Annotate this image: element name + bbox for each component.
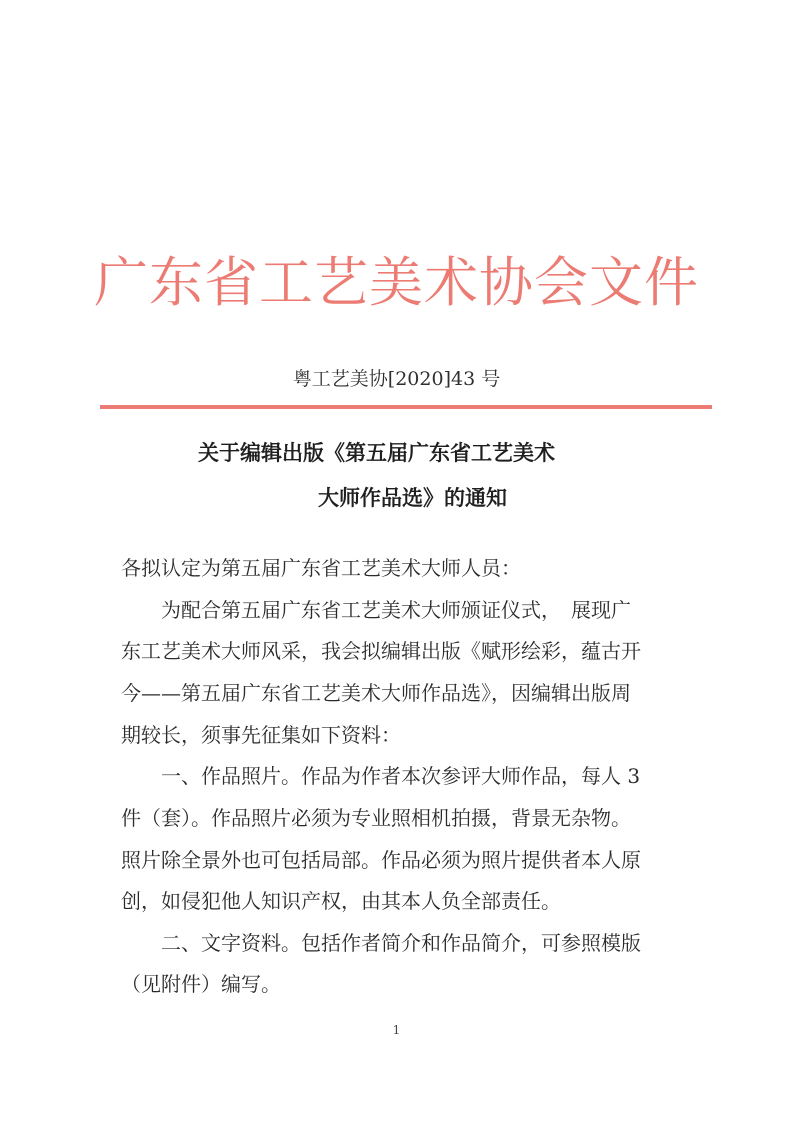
item-2-line-2: （见附件）编写。 [121, 972, 281, 996]
notice-title-line-2: 大师作品选》的通知 [318, 486, 507, 510]
paragraph-1-line-1: 为配合第五届广东省工艺美术大师颁证仪式， 展现广 [121, 598, 631, 622]
organization-header-title: 广东省工艺美术协会文件 [94, 251, 699, 314]
document-number: 粤工艺美协[2020]43 号 [292, 368, 501, 390]
item-2-line-1: 二、文字资料。包括作者简介和作品简介，可参照模版 [121, 931, 641, 955]
paragraph-1-line-4: 期较长，须事先征集如下资料： [121, 723, 401, 747]
header-divider-line [100, 405, 712, 409]
item-1-line-4: 创，如侵犯他人知识产权，由其本人负全部责任。 [121, 889, 561, 913]
item-1-line-2: 件（套）。作品照片必须为专业照相机拍摄，背景无杂物。 [121, 806, 631, 830]
item-1-line-1: 一、作品照片。作品为作者本次参评大师作品，每人 3 [121, 764, 641, 788]
notice-title-line-1: 关于编辑出版《第五届广东省工艺美术 [198, 441, 555, 465]
salutation: 各拟认定为第五届广东省工艺美术大师人员： [121, 556, 521, 580]
paragraph-1-line-2: 东工艺美术大师风采，我会拟编辑出版《赋形绘彩，蕴古开 [121, 639, 641, 663]
item-1-line-3: 照片除全景外也可包括局部。作品必须为照片提供者本人原 [121, 848, 641, 872]
page-number: 1 [392, 1023, 401, 1037]
paragraph-1-line-3: 今——第五届广东省工艺美术大师作品选》，因编辑出版周 [121, 681, 631, 705]
